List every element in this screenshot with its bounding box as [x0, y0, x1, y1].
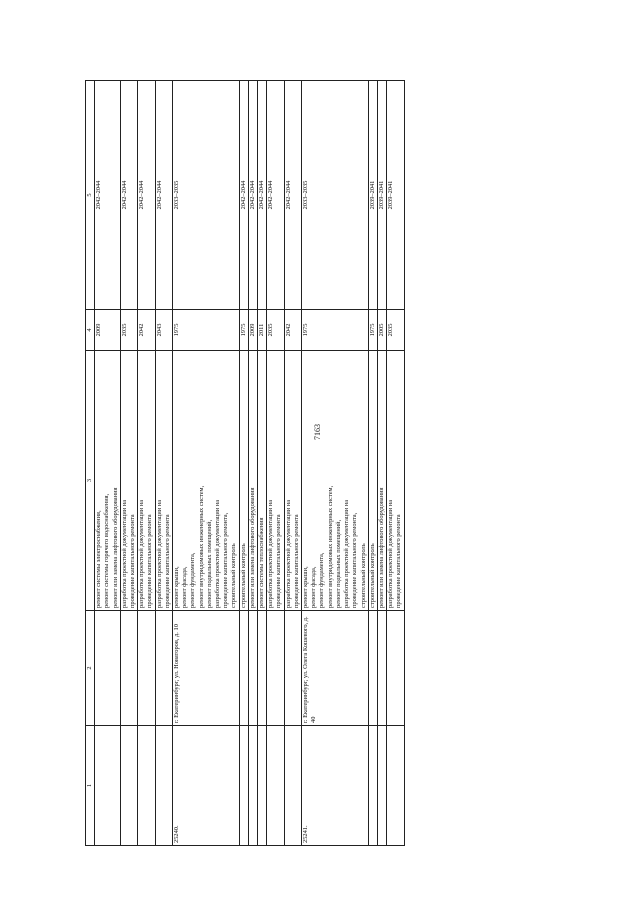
address-cell: г. Екатеринбург, ул. Новаторов, д. 10 — [173, 611, 240, 726]
address-cell — [248, 611, 257, 726]
period-cell: 2042–2044 — [258, 81, 267, 310]
year-cell: 2011 — [258, 310, 267, 351]
year-cell: 1975 — [368, 310, 377, 351]
works-cell — [120, 351, 137, 611]
works-cell — [258, 351, 267, 611]
table-body — [95, 81, 404, 846]
row-number-cell — [258, 726, 267, 846]
work-item: строительный контроль — [230, 543, 238, 608]
column-header-1: 1 — [86, 726, 95, 846]
work-item: проведение капитального ремонта — [129, 514, 137, 608]
work-item: разработка проектной документации на — [343, 499, 351, 608]
work-item: ремонт системы электроснабжения, — [95, 510, 103, 608]
table-row — [239, 81, 248, 846]
period-cell: 2042–2044 — [248, 81, 257, 310]
period-cell: 2042–2044 — [120, 81, 137, 310]
work-item: ремонт внутридомовых инженерных систем, — [326, 485, 334, 608]
work-item: разработка проектной документации на — [214, 499, 222, 608]
period-cell: 2042–2044 — [267, 81, 284, 310]
table-row — [155, 81, 172, 846]
address-cell — [387, 611, 404, 726]
work-item: ремонт крыши, — [302, 566, 310, 608]
work-item: ремонт подвальных помещений, — [334, 519, 342, 608]
year-cell: 2009 — [95, 310, 121, 351]
work-item: разработка проектной документации на — [155, 499, 163, 608]
work-item: ремонт или замена лифтового оборудования — [248, 487, 256, 608]
table-row — [302, 81, 369, 846]
address-cell — [155, 611, 172, 726]
works-cell — [173, 351, 240, 611]
row-number-cell — [155, 726, 172, 846]
table-row — [138, 81, 155, 846]
work-item: разработка проектной документации на — [138, 499, 146, 608]
works-cell — [155, 351, 172, 611]
year-cell: 2009 — [248, 310, 257, 351]
table-row — [267, 81, 284, 846]
work-item: разработка проектной документации на — [387, 499, 395, 608]
table-row — [368, 81, 377, 846]
column-header-5: 5 — [86, 81, 95, 310]
work-item: ремонт системы горячего водоснабжения, — [103, 493, 111, 608]
work-item: разработка проектной документации на — [284, 499, 292, 608]
period-cell: 2033–2035 — [173, 81, 240, 310]
year-cell: 2042 — [138, 310, 155, 351]
table-header — [86, 81, 95, 846]
address-cell — [368, 611, 377, 726]
work-item: ремонт или замена лифтового оборудования — [111, 487, 119, 608]
period-cell: 2042–2044 — [138, 81, 155, 310]
year-cell: 2035 — [387, 310, 404, 351]
work-item: строительный контроль — [239, 543, 247, 608]
row-number-cell — [387, 726, 404, 846]
row-number-cell — [120, 726, 137, 846]
work-item: ремонт фасада, — [181, 566, 189, 608]
year-cell: 2005 — [377, 310, 386, 351]
year-cell: 2035 — [267, 310, 284, 351]
row-number-cell — [138, 726, 155, 846]
table-row — [248, 81, 257, 846]
table-row — [387, 81, 404, 846]
work-item: разработка проектной документации на — [267, 499, 275, 608]
work-item: ремонт или замена лифтового оборудования — [377, 487, 385, 608]
work-item: проведение капитального ремонта, — [351, 512, 359, 608]
works-cell — [267, 351, 284, 611]
works-cell — [302, 351, 369, 611]
works-cell — [95, 351, 121, 611]
repair-schedule-table — [85, 80, 405, 846]
work-item: проведение капитального ремонта — [146, 514, 154, 608]
works-cell — [368, 351, 377, 611]
work-item: строительный контроль — [359, 543, 367, 608]
address-cell — [95, 611, 121, 726]
works-cell — [248, 351, 257, 611]
period-cell: 2039–2041 — [377, 81, 386, 310]
work-item: проведение капитального ремонта — [275, 514, 283, 608]
table-row — [95, 81, 121, 846]
year-cell: 2035 — [120, 310, 137, 351]
year-cell: 1975 — [239, 310, 248, 351]
work-item: ремонт внутридомовых инженерных систем, — [197, 485, 205, 608]
table-row — [284, 81, 301, 846]
work-item: проведение капитального ремонта — [395, 514, 403, 608]
address-cell — [267, 611, 284, 726]
year-cell: 2042 — [284, 310, 301, 351]
period-cell: 2042–2044 — [239, 81, 248, 310]
work-item: проведение капитального ремонта, — [222, 512, 230, 608]
work-item: проведение капитального ремонта — [163, 514, 171, 608]
address-cell — [284, 611, 301, 726]
works-cell — [387, 351, 404, 611]
header-row — [86, 81, 95, 846]
year-cell: 1975 — [302, 310, 369, 351]
work-item: строительный контроль — [368, 543, 376, 608]
year-cell: 2043 — [155, 310, 172, 351]
row-number-cell — [377, 726, 386, 846]
address-cell — [138, 611, 155, 726]
works-cell — [377, 351, 386, 611]
column-header-2: 2 — [86, 611, 95, 726]
table-row — [173, 81, 240, 846]
row-number-cell — [95, 726, 121, 846]
row-number-cell: 25241. — [302, 726, 369, 846]
period-cell: 2042–2044 — [95, 81, 121, 310]
work-item: ремонт системы теплоснабжения — [258, 517, 266, 608]
period-cell: 2039–2041 — [387, 81, 404, 310]
table-row — [258, 81, 267, 846]
period-cell: 2042–2044 — [284, 81, 301, 310]
column-header-4: 4 — [86, 310, 95, 351]
row-number-cell — [248, 726, 257, 846]
address-cell — [239, 611, 248, 726]
works-cell — [138, 351, 155, 611]
works-cell — [284, 351, 301, 611]
row-number-cell — [368, 726, 377, 846]
works-cell — [239, 351, 248, 611]
row-number-cell: 25240. — [173, 726, 240, 846]
rotated-table-frame — [85, 81, 529, 846]
page-number: 7163 — [313, 424, 322, 440]
column-header-3: 3 — [86, 351, 95, 611]
address-cell: г. Екатеринбург, ул. Олега Кошевого, д. 40 — [302, 611, 369, 726]
work-item: разработка проектной документации на — [120, 499, 128, 608]
period-cell: 2042–2044 — [155, 81, 172, 310]
address-cell — [258, 611, 267, 726]
address-cell — [377, 611, 386, 726]
row-number-cell — [239, 726, 248, 846]
work-item: ремонт крыши, — [173, 566, 181, 608]
work-item: ремонт подвальных помещений, — [205, 519, 213, 608]
row-number-cell — [267, 726, 284, 846]
year-cell: 1975 — [173, 310, 240, 351]
work-item: ремонт фундамента, — [189, 552, 197, 608]
table-row — [377, 81, 386, 846]
period-cell: 2033–2035 — [302, 81, 369, 310]
row-number-cell — [284, 726, 301, 846]
period-cell: 2039–2041 — [368, 81, 377, 310]
work-item: ремонт фасада, — [310, 566, 318, 608]
work-item: проведение капитального ремонта — [292, 514, 300, 608]
table-row — [120, 81, 137, 846]
work-item: ремонт фундамента, — [318, 552, 326, 608]
address-cell — [120, 611, 137, 726]
